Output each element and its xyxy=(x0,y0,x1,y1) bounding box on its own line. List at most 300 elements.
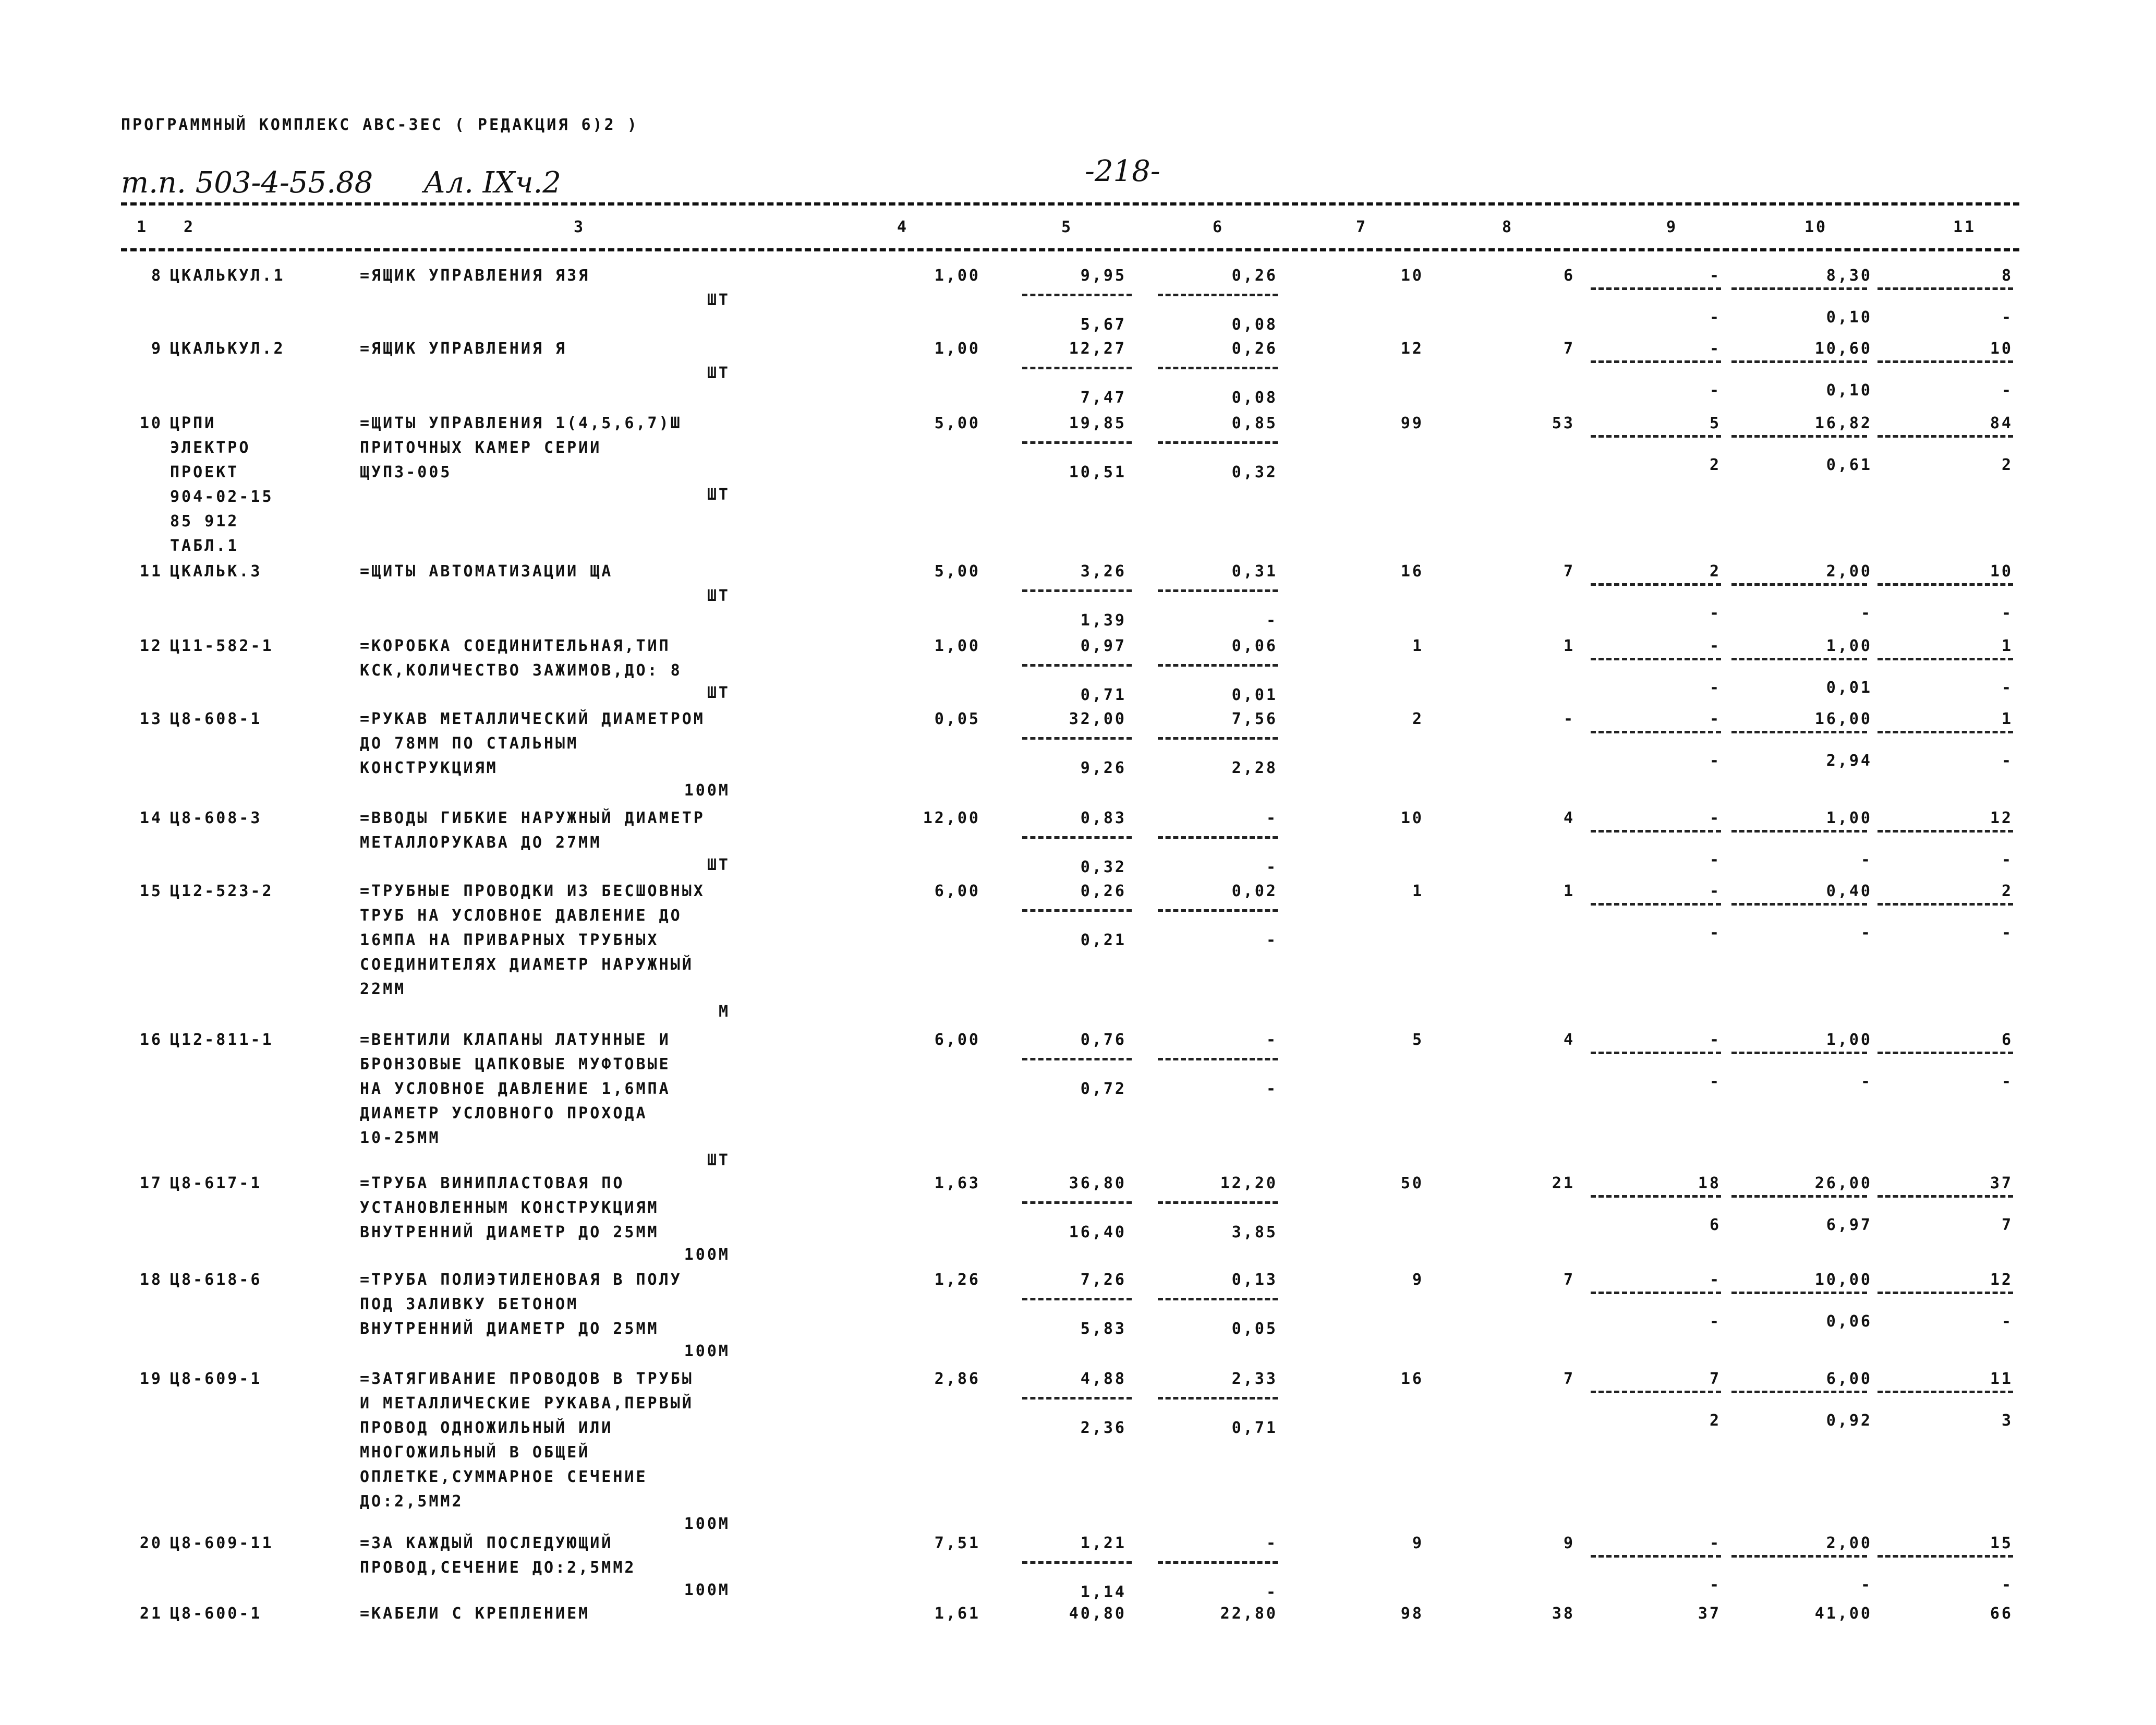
col6-divider xyxy=(1158,836,1278,839)
col10-bottom: 0,10 xyxy=(1826,381,1872,400)
col10-divider xyxy=(1731,658,1867,660)
quantity: 6,00 xyxy=(934,1031,980,1049)
col9-top: - xyxy=(1709,1271,1721,1289)
col11-divider xyxy=(1878,830,2013,833)
col9-top: - xyxy=(1709,1031,1721,1049)
col8-value: 7 xyxy=(1563,1370,1575,1388)
unit-of-measure: ШТ xyxy=(707,856,730,874)
unit-of-measure: ШТ xyxy=(707,587,730,605)
col9-top: - xyxy=(1709,267,1721,285)
work-description: =ВЕНТИЛИ КЛАПАНЫ ЛАТУННЫЕ И БРОНЗОВЫЕ ЦАПКОВЫЕ МУФТОВЫЕ НА УСЛОВНОЕ ДАВЛЕНИЕ 1,6МПА ДИАМЕТР УСЛОВНОГО ПРОХОДА 10-25ММ xyxy=(360,1031,671,1147)
norm-code: ЦРПИ ЭЛЕКТРО ПРОЕКТ 904-02-15 85 912 ТАБЛ.1 xyxy=(170,414,274,555)
col10-top: 1,00 xyxy=(1826,637,1872,655)
header-rule-top xyxy=(121,202,2019,206)
col10-bottom: - xyxy=(1860,1576,1872,1594)
col11-divider xyxy=(1878,658,2013,660)
row-number: 15 xyxy=(139,882,163,900)
work-description: =ТРУБА ПОЛИЭТИЛЕНОВАЯ В ПОЛУ ПОД ЗАЛИВКУ БЕТОНОМ ВНУТРЕННИЙ ДИАМЕТР ДО 25ММ xyxy=(360,1271,682,1338)
col11-bottom: 2 xyxy=(2001,456,2013,474)
column-header-10: 10 xyxy=(1804,218,1828,236)
col7-value: 99 xyxy=(1400,414,1424,432)
col11-divider xyxy=(1878,1555,2013,1558)
work-description: =ТРУБНЫЕ ПРОВОДКИ ИЗ БЕСШОВНЫХ ТРУБ НА УСЛОВНОЕ ДАВЛЕНИЕ ДО 16МПА НА ПРИВАРНЫХ ТРУБНЫХ СОЕДИНИТЕЛЯХ ДИАМЕТР НАРУЖНЫЙ 22ММ xyxy=(360,882,705,998)
header-rule-bottom xyxy=(121,248,2019,251)
col9-bottom: 6 xyxy=(1709,1216,1721,1234)
col10-bottom: 6,97 xyxy=(1826,1216,1872,1234)
col7-value: 10 xyxy=(1400,809,1424,827)
unit-of-measure: ШТ xyxy=(707,486,730,504)
unit-of-measure: 100М xyxy=(684,1246,730,1264)
col11-bottom: 3 xyxy=(2001,1412,2013,1430)
col5-bottom: 1,14 xyxy=(1080,1583,1127,1601)
quantity: 1,26 xyxy=(934,1271,980,1289)
col8-value: 7 xyxy=(1563,340,1575,358)
col10-top: 2,00 xyxy=(1826,1534,1872,1552)
col8-value: 53 xyxy=(1552,414,1575,432)
col11-bottom: - xyxy=(2001,381,2013,400)
col9-divider xyxy=(1591,1195,1721,1198)
col11-top: 1 xyxy=(2001,710,2013,728)
col6-top: - xyxy=(1266,1031,1278,1049)
col8-value: 21 xyxy=(1552,1174,1575,1192)
column-header-7: 7 xyxy=(1356,218,1368,236)
quantity: 6,00 xyxy=(934,882,980,900)
quantity: 1,00 xyxy=(934,340,980,358)
col11-top: 15 xyxy=(1990,1534,2013,1552)
row-number: 12 xyxy=(139,637,163,655)
col5-divider xyxy=(1022,664,1132,667)
row-number: 11 xyxy=(139,562,163,581)
norm-code: Ц8-608-1 xyxy=(170,710,262,728)
norm-code: ЦКАЛЬКУЛ.1 xyxy=(170,267,285,285)
col11-top: 10 xyxy=(1990,340,2013,358)
col9-bottom: - xyxy=(1709,1072,1721,1091)
norm-code: ЦКАЛЬКУЛ.2 xyxy=(170,340,285,358)
row-number: 9 xyxy=(151,340,163,358)
work-description: =ЯЩИК УПРАВЛЕНИЯ ЯЗЯ xyxy=(360,267,590,285)
col9-divider xyxy=(1591,1052,1721,1054)
quantity: 1,00 xyxy=(934,637,980,655)
col10-bottom: - xyxy=(1860,604,1872,622)
row-number: 13 xyxy=(139,710,163,728)
column-header-11: 11 xyxy=(1953,218,1977,236)
norm-code: Ц12-811-1 xyxy=(170,1031,274,1049)
col10-top: 10,60 xyxy=(1814,340,1872,358)
col11-top: 84 xyxy=(1990,414,2013,432)
col10-top: 26,00 xyxy=(1814,1174,1872,1192)
col9-divider xyxy=(1591,1391,1721,1393)
col11-bottom: 7 xyxy=(2001,1216,2013,1234)
col5-top: 9,95 xyxy=(1080,267,1127,285)
col6-top: 2,33 xyxy=(1231,1370,1278,1388)
col6-top: 7,56 xyxy=(1231,710,1278,728)
col9-bottom: - xyxy=(1709,679,1721,697)
col10-top: 41,00 xyxy=(1814,1605,1872,1623)
col9-top: - xyxy=(1709,637,1721,655)
quantity: 1,00 xyxy=(934,267,980,285)
quantity: 5,00 xyxy=(934,562,980,581)
col5-divider xyxy=(1022,441,1132,444)
unit-of-measure: 100М xyxy=(684,781,730,800)
col8-value: - xyxy=(1563,710,1575,728)
col5-bottom: 5,83 xyxy=(1080,1320,1127,1338)
col5-divider xyxy=(1022,294,1132,296)
row-number: 17 xyxy=(139,1174,163,1192)
work-description: =ВВОДЫ ГИБКИЕ НАРУЖНЫЙ ДИАМЕТР МЕТАЛЛОРУКАВА ДО 27ММ xyxy=(360,809,705,852)
col11-bottom: - xyxy=(2001,851,2013,869)
col8-value: 6 xyxy=(1563,267,1575,285)
col9-bottom: 2 xyxy=(1709,1412,1721,1430)
col6-top: 0,31 xyxy=(1231,562,1278,581)
col6-bottom: - xyxy=(1266,611,1278,630)
col10-top: 10,00 xyxy=(1814,1271,1872,1289)
col7-value: 98 xyxy=(1400,1605,1424,1623)
col11-bottom: - xyxy=(2001,924,2013,942)
col5-bottom: 10,51 xyxy=(1069,463,1127,481)
col5-divider xyxy=(1022,836,1132,839)
col5-divider xyxy=(1022,1397,1132,1400)
unit-of-measure: 100М xyxy=(684,1515,730,1533)
col7-value: 2 xyxy=(1412,710,1424,728)
norm-code: Ц8-617-1 xyxy=(170,1174,262,1192)
col5-top: 1,21 xyxy=(1080,1534,1127,1552)
work-description: =ЗАТЯГИВАНИЕ ПРОВОДОВ В ТРУБЫ И МЕТАЛЛИЧЕСКИЕ РУКАВА,ПЕРВЫЙ ПРОВОД ОДНОЖИЛЬНЫЙ ИЛИ МНОГОЖИЛЬНЫЙ В ОБЩЕЙ ОПЛЕТКЕ,СУММАРНОЕ СЕЧЕНИЕ ДО:2,5ММ2 xyxy=(360,1370,694,1511)
col10-divider xyxy=(1731,1555,1867,1558)
col9-bottom: - xyxy=(1709,1312,1721,1331)
col10-bottom: - xyxy=(1860,924,1872,942)
col5-top: 12,27 xyxy=(1069,340,1127,358)
norm-code: Ц11-582-1 xyxy=(170,637,274,655)
col7-value: 9 xyxy=(1412,1534,1424,1552)
col5-top: 0,26 xyxy=(1080,882,1127,900)
col10-top: 1,00 xyxy=(1826,809,1872,827)
col6-bottom: - xyxy=(1266,858,1278,876)
col11-top: 10 xyxy=(1990,562,2013,581)
row-number: 16 xyxy=(139,1031,163,1049)
col6-top: 22,80 xyxy=(1220,1605,1278,1623)
col11-top: 6 xyxy=(2001,1031,2013,1049)
col6-divider xyxy=(1158,1058,1278,1060)
col6-divider xyxy=(1158,1397,1278,1400)
col9-bottom: - xyxy=(1709,851,1721,869)
col9-bottom: - xyxy=(1709,381,1721,400)
col11-divider xyxy=(1878,1052,2013,1054)
col9-bottom: - xyxy=(1709,308,1721,327)
column-header-6: 6 xyxy=(1213,218,1225,236)
col6-divider xyxy=(1158,1201,1278,1204)
col8-value: 7 xyxy=(1563,1271,1575,1289)
col9-divider xyxy=(1591,731,1721,733)
row-number: 10 xyxy=(139,414,163,432)
col9-top: - xyxy=(1709,882,1721,900)
column-header-9: 9 xyxy=(1666,218,1678,236)
work-description: =РУКАВ МЕТАЛЛИЧЕСКИЙ ДИАМЕТРОМ ДО 78ММ ПО СТАЛЬНЫМ КОНСТРУКЦИЯМ xyxy=(360,710,705,777)
col10-top: 16,00 xyxy=(1814,710,1872,728)
col6-bottom: 0,05 xyxy=(1231,1320,1278,1338)
col11-top: 1 xyxy=(2001,637,2013,655)
col8-value: 9 xyxy=(1563,1534,1575,1552)
col5-bottom: 5,67 xyxy=(1080,316,1127,334)
col9-top: 18 xyxy=(1698,1174,1721,1192)
col11-divider xyxy=(1878,903,2013,906)
col5-top: 19,85 xyxy=(1069,414,1127,432)
norm-code: Ц8-609-11 xyxy=(170,1534,274,1552)
col9-top: 37 xyxy=(1698,1605,1721,1623)
col11-top: 66 xyxy=(1990,1605,2013,1623)
col11-top: 12 xyxy=(1990,809,2013,827)
col10-bottom: 0,01 xyxy=(1826,679,1872,697)
col10-divider xyxy=(1731,731,1867,733)
row-number: 14 xyxy=(139,809,163,827)
norm-code: Ц8-600-1 xyxy=(170,1605,262,1623)
col6-divider xyxy=(1158,1298,1278,1300)
col6-top: 0,13 xyxy=(1231,1271,1278,1289)
col6-divider xyxy=(1158,367,1278,369)
col11-top: 12 xyxy=(1990,1271,2013,1289)
col10-top: 6,00 xyxy=(1826,1370,1872,1388)
col11-divider xyxy=(1878,360,2013,363)
quantity: 1,61 xyxy=(934,1605,980,1623)
row-number: 19 xyxy=(139,1370,163,1388)
col6-bottom: 0,08 xyxy=(1231,389,1278,407)
col11-divider xyxy=(1878,731,2013,733)
col11-top: 37 xyxy=(1990,1174,2013,1192)
col6-divider xyxy=(1158,441,1278,444)
col5-bottom: 16,40 xyxy=(1069,1223,1127,1241)
col5-divider xyxy=(1022,737,1132,740)
col10-divider xyxy=(1731,1195,1867,1198)
column-header-8: 8 xyxy=(1502,218,1514,236)
col11-divider xyxy=(1878,583,2013,586)
col11-bottom: - xyxy=(2001,604,2013,622)
col10-top: 2,00 xyxy=(1826,562,1872,581)
col7-value: 10 xyxy=(1400,267,1424,285)
col10-bottom: 0,06 xyxy=(1826,1312,1872,1331)
col11-bottom: - xyxy=(2001,308,2013,327)
col6-bottom: - xyxy=(1266,1080,1278,1098)
col6-divider xyxy=(1158,589,1278,592)
work-description: =ЩИТЫ АВТОМАТИЗАЦИИ ЩА xyxy=(360,562,613,581)
col9-bottom: - xyxy=(1709,604,1721,622)
col6-top: 0,26 xyxy=(1231,267,1278,285)
col6-top: 0,02 xyxy=(1231,882,1278,900)
col5-divider xyxy=(1022,1561,1132,1564)
unit-of-measure: ШТ xyxy=(707,291,730,309)
col5-top: 32,00 xyxy=(1069,710,1127,728)
unit-of-measure: ШТ xyxy=(707,364,730,382)
col6-bottom: - xyxy=(1266,931,1278,949)
col11-top: 11 xyxy=(1990,1370,2013,1388)
col11-bottom: - xyxy=(2001,1312,2013,1331)
col10-divider xyxy=(1731,287,1867,290)
page-number: -218- xyxy=(1085,154,1160,188)
col11-bottom: - xyxy=(2001,1072,2013,1091)
col11-bottom: - xyxy=(2001,679,2013,697)
col5-bottom: 0,71 xyxy=(1080,686,1127,704)
col5-bottom: 7,47 xyxy=(1080,389,1127,407)
col5-bottom: 2,36 xyxy=(1080,1419,1127,1437)
col9-divider xyxy=(1591,903,1721,906)
col10-top: 16,82 xyxy=(1814,414,1872,432)
unit-of-measure: 100М xyxy=(684,1581,730,1599)
col7-value: 16 xyxy=(1400,1370,1424,1388)
col5-top: 4,88 xyxy=(1080,1370,1127,1388)
col5-top: 7,26 xyxy=(1080,1271,1127,1289)
col10-bottom: - xyxy=(1860,851,1872,869)
col11-top: 2 xyxy=(2001,882,2013,900)
col5-divider xyxy=(1022,1058,1132,1060)
col10-divider xyxy=(1731,583,1867,586)
col6-divider xyxy=(1158,737,1278,740)
col9-top: - xyxy=(1709,340,1721,358)
col5-top: 0,76 xyxy=(1080,1031,1127,1049)
col7-value: 50 xyxy=(1400,1174,1424,1192)
col5-top: 3,26 xyxy=(1080,562,1127,581)
col10-divider xyxy=(1731,903,1867,906)
column-header-1: 1 xyxy=(137,218,149,236)
quantity: 7,51 xyxy=(934,1534,980,1552)
col10-top: 0,40 xyxy=(1826,882,1872,900)
col9-divider xyxy=(1591,658,1721,660)
col5-top: 40,80 xyxy=(1069,1605,1127,1623)
col5-bottom: 0,32 xyxy=(1080,858,1127,876)
row-number: 8 xyxy=(151,267,163,285)
col5-divider xyxy=(1022,1298,1132,1300)
unit-of-measure: ШТ xyxy=(707,1151,730,1169)
work-description: =КОРОБКА СОЕДИНИТЕЛЬНАЯ,ТИП КСК,КОЛИЧЕСТВО ЗАЖИМОВ,ДО: 8 xyxy=(360,637,682,680)
col6-bottom: 0,71 xyxy=(1231,1419,1278,1437)
norm-code: Ц12-523-2 xyxy=(170,882,274,900)
row-number: 21 xyxy=(139,1605,163,1623)
col9-divider xyxy=(1591,435,1721,438)
col6-top: 0,06 xyxy=(1231,637,1278,655)
col8-value: 38 xyxy=(1552,1605,1575,1623)
norm-code: Ц8-618-6 xyxy=(170,1271,262,1289)
col5-bottom: 0,21 xyxy=(1080,931,1127,949)
col6-bottom: 0,01 xyxy=(1231,686,1278,704)
col10-divider xyxy=(1731,830,1867,833)
col6-bottom: 0,08 xyxy=(1231,316,1278,334)
col5-divider xyxy=(1022,367,1132,369)
norm-code: Ц8-609-1 xyxy=(170,1370,262,1388)
col6-divider xyxy=(1158,294,1278,296)
col9-divider xyxy=(1591,1555,1721,1558)
col6-divider xyxy=(1158,909,1278,912)
col6-divider xyxy=(1158,1561,1278,1564)
col11-divider xyxy=(1878,1195,2013,1198)
unit-of-measure: 100М xyxy=(684,1342,730,1360)
col9-top: 5 xyxy=(1709,414,1721,432)
work-description: =ЯЩИК УПРАВЛЕНИЯ Я xyxy=(360,340,567,358)
col11-divider xyxy=(1878,1391,2013,1393)
col11-divider xyxy=(1878,435,2013,438)
column-header-2: 2 xyxy=(184,218,196,236)
col9-divider xyxy=(1591,360,1721,363)
col9-bottom: - xyxy=(1709,1576,1721,1594)
row-number: 20 xyxy=(139,1534,163,1552)
quantity: 2,86 xyxy=(934,1370,980,1388)
col11-bottom: - xyxy=(2001,1576,2013,1594)
column-header-4: 4 xyxy=(897,218,909,236)
col10-divider xyxy=(1731,435,1867,438)
col9-divider xyxy=(1591,830,1721,833)
norm-code: ЦКАЛЬК.3 xyxy=(170,562,262,581)
col8-value: 1 xyxy=(1563,637,1575,655)
col5-top: 36,80 xyxy=(1069,1174,1127,1192)
album-ref: Ал. IХч.2 xyxy=(423,166,561,200)
unit-of-measure: ШТ xyxy=(707,684,730,702)
col10-bottom: 0,10 xyxy=(1826,308,1872,327)
col8-value: 1 xyxy=(1563,882,1575,900)
doc-ref: т.п. 503-4-55.88 xyxy=(121,166,373,200)
col5-divider xyxy=(1022,909,1132,912)
col8-value: 4 xyxy=(1563,809,1575,827)
col10-divider xyxy=(1731,1292,1867,1294)
col7-value: 1 xyxy=(1412,882,1424,900)
work-description: =ЗА КАЖДЫЙ ПОСЛЕДУЮЩИЙ ПРОВОД,СЕЧЕНИЕ ДО:2,5ММ2 xyxy=(360,1534,636,1577)
col9-divider xyxy=(1591,287,1721,290)
col7-value: 16 xyxy=(1400,562,1424,581)
col6-bottom: 2,28 xyxy=(1231,759,1278,777)
col5-top: 0,83 xyxy=(1080,809,1127,827)
col6-divider xyxy=(1158,664,1278,667)
quantity: 0,05 xyxy=(934,710,980,728)
col5-bottom: 9,26 xyxy=(1080,759,1127,777)
col9-top: 2 xyxy=(1709,562,1721,581)
col6-top: 0,26 xyxy=(1231,340,1278,358)
quantity: 5,00 xyxy=(934,414,980,432)
col9-bottom: - xyxy=(1709,752,1721,770)
col11-top: 8 xyxy=(2001,267,2013,285)
col5-top: 0,97 xyxy=(1080,637,1127,655)
col10-bottom: - xyxy=(1860,1072,1872,1091)
col10-divider xyxy=(1731,1391,1867,1393)
col7-value: 5 xyxy=(1412,1031,1424,1049)
program-header: ПРОГРАММНЫЙ КОМПЛЕКС АВС-ЗЕС ( РЕДАКЦИЯ 6)2 ) xyxy=(121,116,639,134)
col9-top: - xyxy=(1709,1534,1721,1552)
work-description: =ТРУБА ВИНИПЛАСТОВАЯ ПО УСТАНОВЛЕННЫМ КОНСТРУКЦИЯМ ВНУТРЕННИЙ ДИАМЕТР ДО 25ММ xyxy=(360,1174,659,1241)
col6-top: 0,85 xyxy=(1231,414,1278,432)
col5-divider xyxy=(1022,589,1132,592)
col10-divider xyxy=(1731,1052,1867,1054)
norm-code: Ц8-608-3 xyxy=(170,809,262,827)
col9-top: - xyxy=(1709,710,1721,728)
col11-bottom: - xyxy=(2001,752,2013,770)
col9-divider xyxy=(1591,1292,1721,1294)
col10-top: 1,00 xyxy=(1826,1031,1872,1049)
col5-bottom: 0,72 xyxy=(1080,1080,1127,1098)
col8-value: 4 xyxy=(1563,1031,1575,1049)
work-description: =КАБЕЛИ С КРЕПЛЕНИЕМ xyxy=(360,1605,590,1623)
col11-divider xyxy=(1878,1292,2013,1294)
col7-value: 12 xyxy=(1400,340,1424,358)
col8-value: 7 xyxy=(1563,562,1575,581)
col9-top: - xyxy=(1709,809,1721,827)
col6-top: - xyxy=(1266,1534,1278,1552)
col10-top: 8,30 xyxy=(1826,267,1872,285)
column-header-5: 5 xyxy=(1061,218,1073,236)
work-description: =ЩИТЫ УПРАВЛЕНИЯ 1(4,5,6,7)Ш ПРИТОЧНЫХ КАМЕР СЕРИИ ЩУПЗ-005 xyxy=(360,414,682,481)
col6-bottom: - xyxy=(1266,1583,1278,1601)
col10-bottom: 0,61 xyxy=(1826,456,1872,474)
col6-bottom: 0,32 xyxy=(1231,463,1278,481)
col9-top: 7 xyxy=(1709,1370,1721,1388)
col7-value: 1 xyxy=(1412,637,1424,655)
quantity: 1,63 xyxy=(934,1174,980,1192)
col9-divider xyxy=(1591,583,1721,586)
col9-bottom: 2 xyxy=(1709,456,1721,474)
col11-divider xyxy=(1878,287,2013,290)
